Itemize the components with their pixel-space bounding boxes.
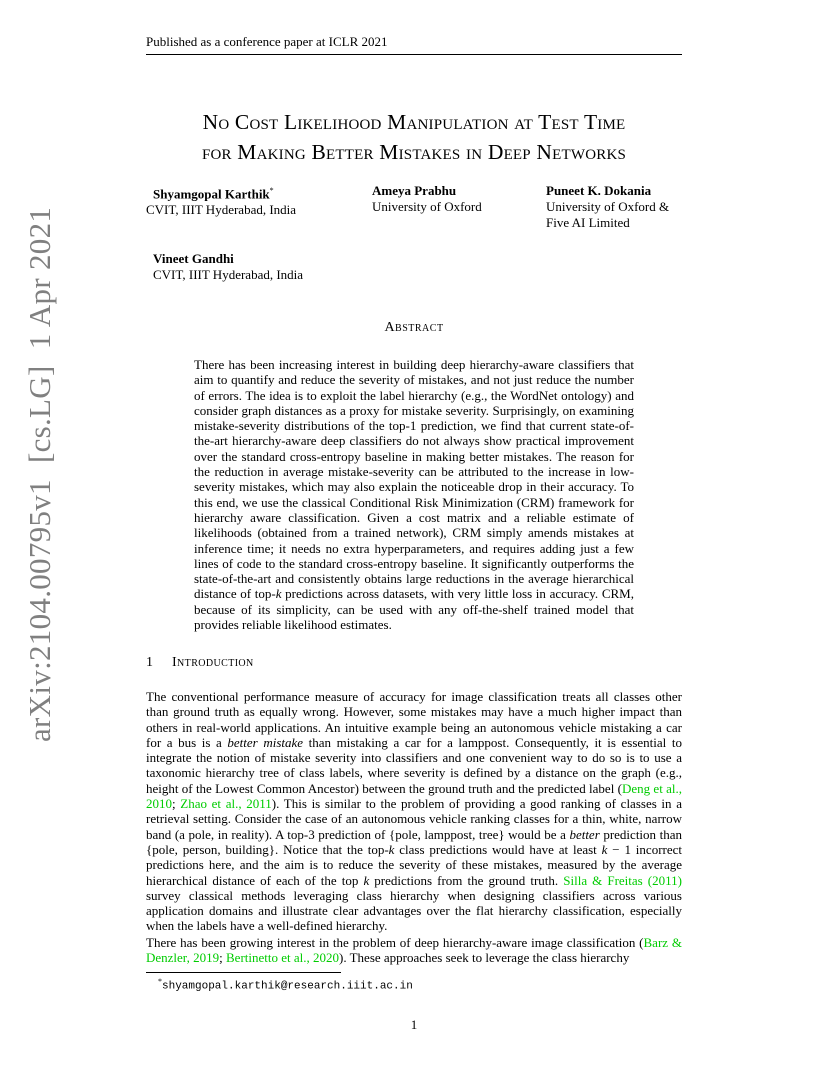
- conference-header: Published as a conference paper at ICLR 2021: [146, 34, 682, 55]
- section-heading-introduction: [146, 655, 254, 671]
- footnote-email[interactable]: shyamgopal.karthik@research.iiit.ac.in: [162, 980, 413, 993]
- title-line-1: No Cost Likelihood Manipulation at Test Time: [202, 110, 626, 134]
- section-number: 1: [146, 655, 154, 670]
- author-affiliation: CVIT, IIIT Hyderabad, India: [153, 267, 304, 282]
- author-3: [546, 183, 669, 231]
- citation-link[interactable]: Zhao et al., 2011: [180, 796, 272, 812]
- author-affiliation: University of Oxford: [372, 199, 482, 214]
- author-name: Puneet K. Dokania: [546, 183, 652, 198]
- intro-paragraph-1: The conventional performance measure of accuracy for image classification treats all classes other than ground truth as equally wrong. However, some mistakes may have a much higher impact than others in real-world applications. An intuitive example being an autonomous vehicle mistaking a car for a bus is a better mistake than mistaking a car for a lamppost. Consequently, it is essential to integrate the notion of mistake severity into classifiers and one convenient way to do so is to use a taxonomic hierarchy tree of class labels, where severity is defined by a distance on the graph (e.g., height of the Lowest Common Ancestor) between the ground truth and the predicted label (Deng et al., 2010; Zhao et al., 2011). This is similar to the problem of providing a good ranking of classes in a retrieval setting. Consider the case of an autonomous vehicle ranking classes for a thin, white, narrow band (a pole, in reality). A top-3 prediction of {pole, lamppost, tree} would be a better prediction than {pole, person, building}. Notice that the top-k class predictions would have at least k − 1 incorrect predictions here, and the aim is to reduce the severity of these mistakes, measured by the average hierarchical distance of each of the top k predictions from the ground truth. Silla & Freitas (2011) survey classical methods leveraging class hierarchy when designing classifiers across various application domains and illustrate clear advantages over the flat hierarchy classification, especially when the labels have a well-defined hierarchy.: [146, 689, 683, 934]
- footnote-divider: [146, 972, 341, 973]
- citation-link[interactable]: Barz & Denzler, 2019: [146, 935, 682, 966]
- citation-link[interactable]: Bertinetto et al., 2020: [226, 950, 340, 966]
- citation-link[interactable]: Deng et al., 2010: [146, 780, 682, 812]
- author-affiliation: CVIT, IIIT Hyderabad, India: [146, 202, 297, 218]
- author-affiliation: Five AI Limited: [546, 215, 630, 230]
- author-4: [153, 251, 303, 283]
- paper-title: [146, 107, 682, 167]
- author-2: [372, 183, 482, 215]
- arxiv-stamp[interactable]: arXiv:2104.00795v1 [cs.LG] 1 Apr 2021: [22, 206, 57, 742]
- title-line-2: for Making Better Mistakes in Deep Networks: [201, 140, 627, 164]
- page-number: 1: [410, 1017, 418, 1032]
- author-name: Shyamgopal Karthik*: [153, 186, 274, 202]
- abstract-body: There has been increasing interest in building deep hierarchy-aware classifiers that aim to quantify and reduce the severity of mistakes, and not just reduce the number of errors. The idea is to exploit the label hierarchy (e.g., the WordNet ontology) and consider graph distances as a proxy for mistake severity. Surprisingly, on examining mistake-severity distributions of the top-1 prediction, we find that current state-of-the-art hierarchy-aware deep classifiers do not always show practical improvement over the standard cross-entropy baseline in making better mistakes. The reason for the reduction in average mistake-severity can be attributed to the increase in low-severity mistakes, which may also explain the noticeable drop in their accuracy. To this end, we use the classical Conditional Risk Minimization (CRM) framework for hierarchy aware classification. Given a cost matrix and a reliable estimate of likelihoods (obtained from a trained network), CRM simply amends mistakes at inference time; it needs no extra hyperparameters, and requires adding just a few lines of code to the standard cross-entropy baseline. It significantly outperforms the state-of-the-art and consistently obtains large reductions in the average hierarchical distance of top-k predictions across datasets, with very little loss in accuracy. CRM, because of its simplicity, can be used with any off-the-shelf trained model that provides reliable likelihood estimates.: [194, 357, 634, 633]
- author-1: [146, 183, 297, 218]
- abstract-heading: Abstract: [384, 320, 444, 335]
- intro-paragraph-2: There has been growing interest in the problem of deep hierarchy-aware image classification (Barz & Denzler, 2019; Bertinetto et al., 2020). These approaches seek to leverage the class hierarchy: [146, 935, 682, 966]
- author-affiliation: University of Oxford &: [546, 199, 670, 214]
- footnote: *shyamgopal.karthik@research.iiit.ac.in: [158, 977, 413, 993]
- citation-link[interactable]: Silla & Freitas (2011): [563, 872, 682, 888]
- author-name: Vineet Gandhi: [153, 251, 234, 266]
- author-name: Ameya Prabhu: [372, 183, 457, 198]
- section-title: Introduction: [172, 655, 254, 670]
